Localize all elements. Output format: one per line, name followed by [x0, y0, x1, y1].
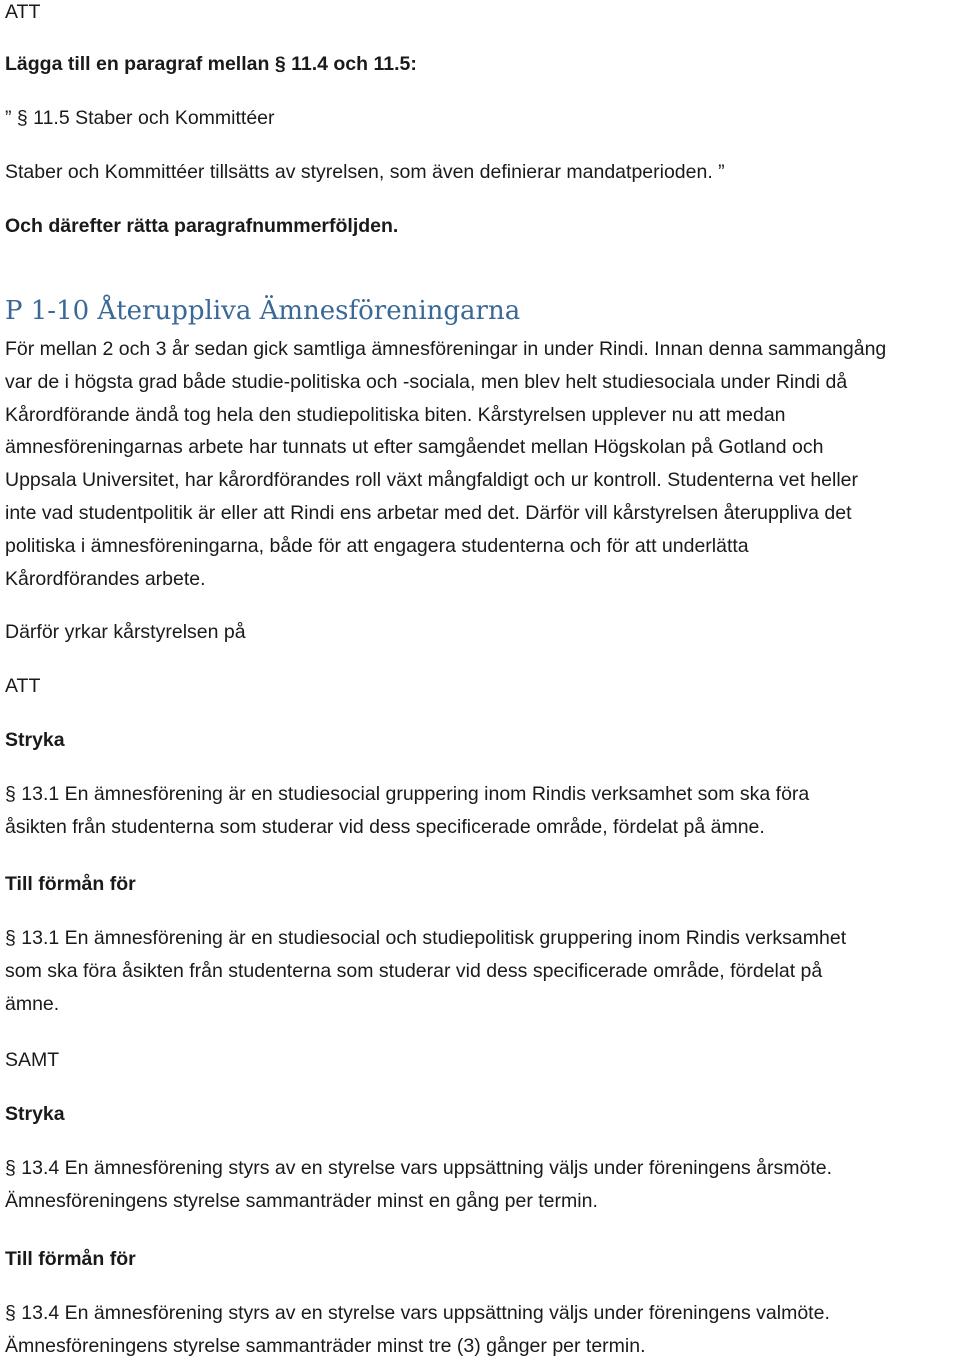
clause-line: § 13.4 En ämnesförening styrs av en styrelse vars uppsättning väljs under föreningens valmöte. [5, 1302, 830, 1324]
section-13-4-new [5, 1297, 960, 1363]
clause-line: § 13.1 En ämnesförening är en studiesocial och studiepolitisk gruppering inom Rindis verksamhet [5, 927, 847, 949]
motivation-line: politiska i ämnesföreningarna, både för att engagera studenterna och för att underlätta [5, 534, 749, 557]
samt-label: SAMT [5, 1049, 60, 1071]
renumber-instruction: Och därefter rätta paragrafnummerföljden. [5, 215, 399, 237]
proposal-heading: P 1-10 Återuppliva Ämnesföreningarna [5, 296, 521, 326]
section-13-1-new [5, 922, 960, 1020]
motivation-line: För mellan 2 och 3 år sedan gick samtliga ämnesföreningar in under Rindi. Innan denna sammangång [5, 338, 887, 360]
att-label: ATT [5, 675, 41, 697]
till-forman-label: Till förmån för [5, 873, 136, 895]
clause-line: åsikten från studenterna som studerar vid dess specificerade område, fördelat på ämne. [5, 815, 765, 838]
clause-line: Ämnesföreningens styrelse sammanträder minst en gång per termin. [5, 1189, 598, 1212]
section-13-1-old [5, 778, 960, 844]
section-13-4-old [5, 1152, 960, 1218]
clause-line: § 13.4 En ämnesförening styrs av en styrelse vars uppsättning väljs under föreningens årsmöte. [5, 1157, 833, 1179]
stryka-label: Stryka [5, 729, 65, 751]
motivation-line: Kårordförandes arbete. [5, 567, 206, 590]
till-forman-label: Till förmån för [5, 1248, 136, 1270]
clause-line: § 13.1 En ämnesförening är en studiesocial gruppering inom Rindis verksamhet som ska föra [5, 783, 810, 805]
stryka-label: Stryka [5, 1103, 65, 1125]
motivation-line: inte vad studentpolitik är eller att Rindi ens arbetar med det. Därför vill kårstyrelsen återuppliva det [5, 501, 852, 524]
motivation-line: Kårordförande ändå tog hela den studiepolitiska biten. Kårstyrelsen upplever nu att medan [5, 403, 786, 426]
motivation-line: var de i högsta grad både studie-politiska och -sociala, men blev helt studiesociala under Rindi då [5, 370, 848, 393]
clause-line: ämne. [5, 992, 60, 1015]
motivation-line: ämnesföreningarnas arbete har tunnats ut efter samgåendet mellan Högskolan på Gotland och [5, 436, 824, 459]
proposal-motivation [5, 333, 960, 595]
quoted-section-body: Staber och Kommittéer tillsätts av styrelsen, som även definierar mandatperioden. ” [5, 161, 725, 183]
clause-line: som ska föra åsikten från studenterna som studerar vid dess specificerade område, fördelat på [5, 959, 823, 982]
quoted-section-heading: ” § 11.5 Staber och Kommittéer [5, 107, 275, 129]
clause-line: Ämnesföreningens styrelse sammanträder minst tre (3) gånger per termin. [5, 1334, 646, 1357]
att-label-top: ATT [5, 1, 41, 23]
add-paragraph-instruction: Lägga till en paragraf mellan § 11.4 och 11.5: [5, 53, 417, 75]
motivation-line: Uppsala Universitet, har kårordförandes roll växt mångfaldigt och ur kontroll. Studenterna vet heller [5, 469, 859, 492]
yrkar-line: Därför yrkar kårstyrelsen på [5, 621, 246, 643]
